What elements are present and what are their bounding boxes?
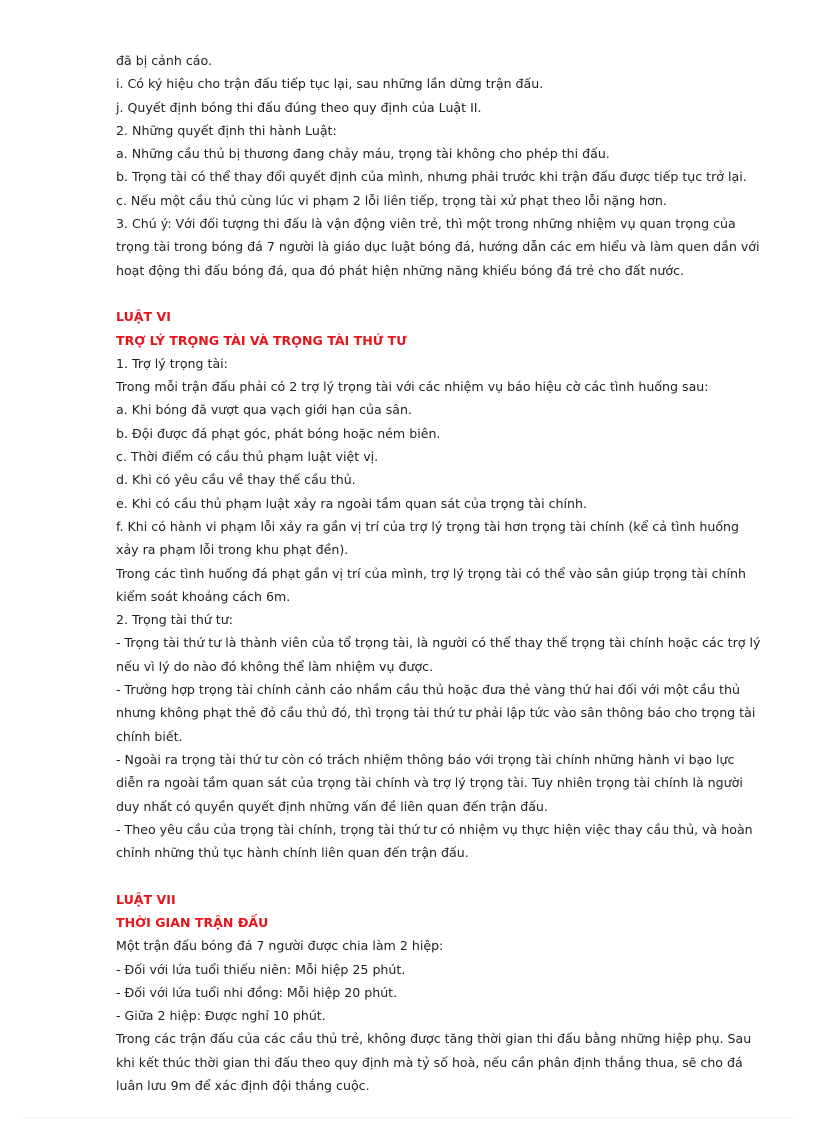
law6-title: LUẬT VI bbox=[116, 309, 171, 325]
text-line: - Theo yêu cầu của trọng tài chính, trọng tài thứ tư có nhiệm vụ thực hiện việc thay cầu thủ, và hoàn bbox=[116, 821, 753, 837]
text-line: f. Khi có hành vi phạm lỗi xảy ra gần vị trí của trợ lý trọng tài hơn trọng tài chính (kể cả tình huống bbox=[116, 518, 739, 534]
text-line: Một trận đấu bóng đá 7 người được chia làm 2 hiệp: bbox=[116, 938, 444, 954]
law6-subtitle: TRỢ LÝ TRỌNG TÀI VÀ TRỌNG TÀI THỨ TƯ bbox=[116, 332, 407, 348]
text-line: xảy ra phạm lỗi trong khu phạt đền). bbox=[116, 542, 349, 558]
text-line: - Đối với lứa tuổi thiếu niên: Mỗi hiệp 25 phút. bbox=[116, 961, 406, 977]
text-line: diễn ra ngoài tầm quan sát của trọng tài chính và trợ lý trọng tài. Tuy nhiên trọng tài chính là người bbox=[116, 775, 743, 791]
text-line: Trong các trận đấu của các cầu thủ trẻ, không được tăng thời gian thi đấu bằng những hiệp phụ. Sau bbox=[116, 1031, 752, 1047]
text-line: chỉnh những thủ tục hành chính liên quan đến trận đấu. bbox=[116, 845, 469, 861]
text-line: - Trọng tài thứ tư là thành viên của tổ trọng tài, là người có thể thay thế trọng tài chính hoặc các trợ lý bbox=[116, 635, 761, 651]
section-law5-continued bbox=[116, 49, 776, 282]
text-line: 2. Những quyết định thi hành Luật: bbox=[116, 122, 337, 138]
page-bottom-rule bbox=[22, 1117, 794, 1118]
law7-title: LUẬT VII bbox=[116, 891, 176, 907]
text-line: nếu vì lý do nào đó không thể làm nhiệm vụ được. bbox=[116, 658, 434, 674]
text-line: khi kết thúc thời gian thi đấu theo quy định mà tỷ số hoà, nếu cần phân định thắng thua, sẽ cho đá bbox=[116, 1054, 743, 1070]
text-line: a. Khi bóng đã vượt qua vạch giới hạn của sân. bbox=[116, 402, 412, 418]
text-line: i. Có ký hiệu cho trận đấu tiếp tục lại, sau những lần dừng trận đấu. bbox=[116, 76, 544, 92]
text-line: c. Thời điểm có cầu thủ phạm luật việt vị. bbox=[116, 449, 379, 465]
text-line: b. Trọng tài có thể thay đổi quyết định của mình, nhưng phải trước khi trận đấu được tiếp tục trở lại. bbox=[116, 169, 747, 185]
text-line: chính biết. bbox=[116, 728, 183, 744]
text-line: kiểm soát khoảng cách 6m. bbox=[116, 588, 291, 604]
text-line: đã bị cảnh cáo. bbox=[116, 53, 212, 68]
paragraph-gap bbox=[116, 282, 776, 305]
law7-subtitle: THỜI GIAN TRẬN ĐẤU bbox=[116, 914, 269, 930]
section-law6 bbox=[116, 305, 776, 864]
section-law7 bbox=[116, 888, 776, 1098]
text-line: c. Nếu một cầu thủ cùng lúc vi phạm 2 lỗi liên tiếp, trọng tài xử phạt theo lỗi nặng hơn. bbox=[116, 192, 667, 208]
text-line: duy nhất có quyền quyết định những vấn đề liên quan đến trận đấu. bbox=[116, 798, 548, 814]
text-line: d. Khi có yêu cầu về thay thế cầu thủ. bbox=[116, 472, 356, 488]
text-line: trọng tài trong bóng đá 7 người là giáo dục luật bóng đá, hướng dẫn các em hiểu và làm quen dần với bbox=[116, 239, 760, 255]
text-line: 2. Trọng tài thứ tư: bbox=[116, 612, 233, 628]
text-line: luân lưu 9m để xác định đội thắng cuộc. bbox=[116, 1078, 370, 1094]
text-line: 3. Chú ý: Với đối tượng thi đấu là vận động viên trẻ, thì một trong những nhiệm vụ quan trọng của bbox=[116, 216, 736, 232]
text-line: - Giữa 2 hiệp: Được nghỉ 10 phút. bbox=[116, 1008, 326, 1024]
text-line: - Đối với lứa tuổi nhi đồng: Mỗi hiệp 20 phút. bbox=[116, 984, 398, 1000]
text-line: e. Khi có cầu thủ phạm luật xảy ra ngoài tầm quan sát của trọng tài chính. bbox=[116, 495, 587, 511]
text-line: 1. Trợ lý trọng tài: bbox=[116, 355, 228, 371]
text-line: b. Đội được đá phạt góc, phát bóng hoặc ném biên. bbox=[116, 425, 441, 441]
paragraph-gap bbox=[116, 864, 776, 887]
text-line: a. Những cầu thủ bị thương đang chảy máu, trọng tài không cho phép thi đấu. bbox=[116, 146, 610, 162]
text-line: hoạt động thi đấu bóng đá, qua đó phát hiện những năng khiếu bóng đá trẻ cho đất nước. bbox=[116, 262, 685, 278]
text-line: nhưng không phạt thẻ đỏ cầu thủ đó, thì trọng tài thứ tư phải lập tức vào sân thông báo cho trọng tài bbox=[116, 705, 756, 721]
text-line: - Ngoài ra trọng tài thứ tư còn có trách nhiệm thông báo với trọng tài chính những hành vi bạo lực bbox=[116, 751, 735, 767]
text-line: Trong mỗi trận đấu phải có 2 trợ lý trọng tài với các nhiệm vụ báo hiệu cờ các tình huống sau: bbox=[116, 379, 709, 395]
text-line: j. Quyết định bóng thi đấu đúng theo quy định của Luật II. bbox=[116, 99, 482, 115]
text-line: - Trường hợp trọng tài chính cảnh cáo nhầm cầu thủ hoặc đưa thẻ vàng thứ hai đối với một cầu thủ bbox=[116, 682, 740, 698]
text-line: Trong các tình huống đá phạt gần vị trí của mình, trợ lý trọng tài có thể vào sân giúp trọng tài chính bbox=[116, 565, 747, 581]
